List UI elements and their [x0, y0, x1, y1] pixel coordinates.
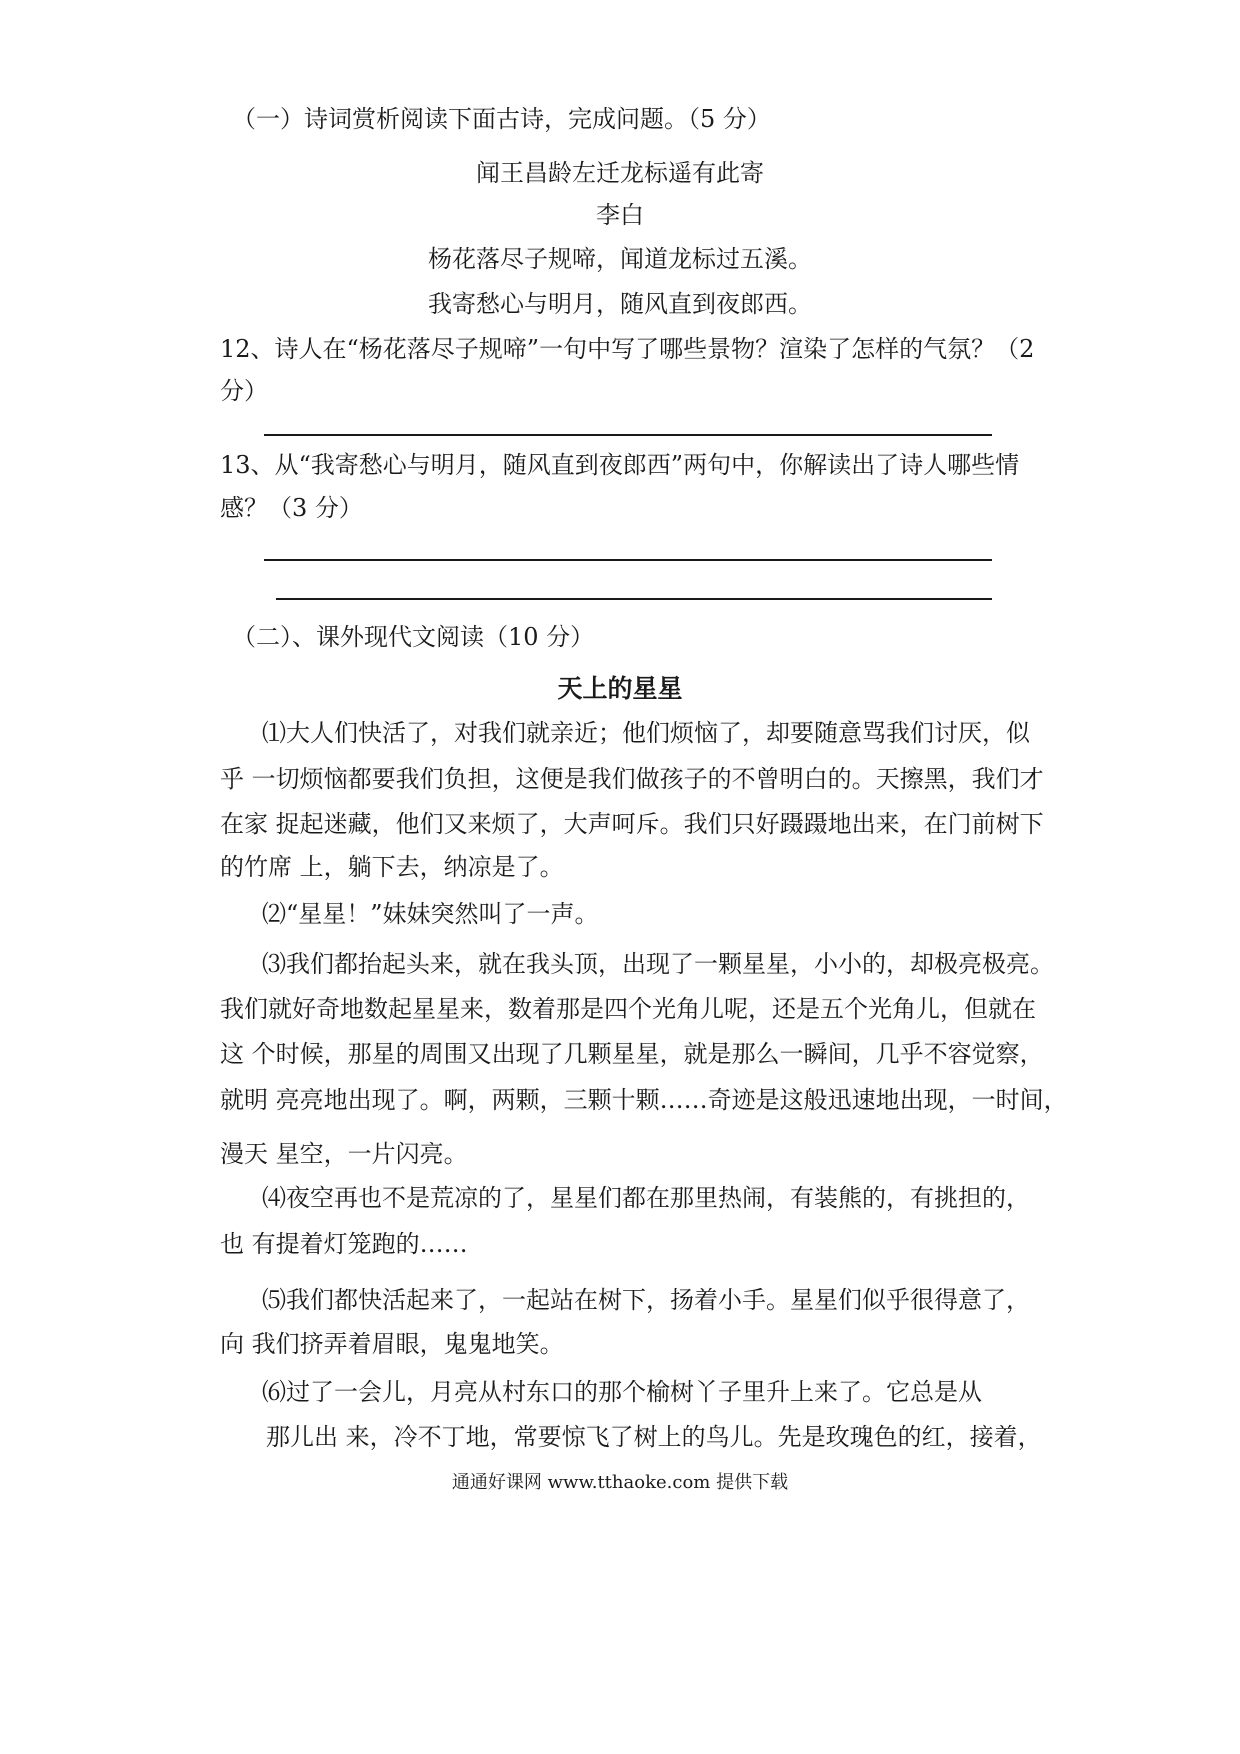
question-13-cont: 感？（3 分）	[220, 494, 363, 522]
section2-heading: （二）、课外现代文阅读（10 分）	[232, 623, 595, 651]
poem-line: 我寄愁心与明月，随风直到夜郎西。	[428, 290, 812, 318]
article-line: 那儿出 来，冷不丁地，常要惊飞了树上的鸟儿。先是玫瑰色的红，接着，	[266, 1423, 1042, 1451]
article-line: ⑶我们都抬起头来，就在我头顶，出现了一颗星星，小小的，却极亮极亮。	[262, 950, 1054, 978]
poem-author: 李白	[596, 201, 644, 229]
question-13: 13、从“我寄愁心与明月，随风直到夜郎西”两句中，你解读出了诗人哪些情	[220, 451, 1020, 479]
article-title: 天上的星星	[557, 674, 683, 703]
question-12: 12、诗人在“杨花落尽子规啼”一句中写了哪些景物？渲染了怎样的气氛？（2	[220, 335, 1035, 363]
answer-line	[264, 559, 992, 561]
article-line: 也 有提着灯笼跑的……	[220, 1230, 468, 1258]
page-footer: 通通好课网 www.tthaoke.com 提供下载	[451, 1472, 789, 1493]
article-line: ⑹过了一会儿，月亮从村东口的那个榆树丫子里升上来了。它总是从	[262, 1378, 982, 1406]
article-line: ⑴大人们快活了，对我们就亲近；他们烦恼了，却要随意骂我们讨厌，似	[262, 719, 1030, 747]
article-line: 乎 一切烦恼都要我们负担，这便是我们做孩子的不曾明白的。天擦黑，我们才	[220, 765, 1044, 793]
article-line: 就明 亮亮地出现了。啊，两颗，三颗十颗……奇迹是这般迅速地出现，一时间，	[220, 1086, 1068, 1114]
answer-line	[264, 434, 992, 436]
question-12-cont: 分）	[220, 377, 268, 405]
article-line: ⑷夜空再也不是荒凉的了，星星们都在那里热闹，有装熊的，有挑担的，	[262, 1184, 1030, 1212]
article-line: ⑸我们都快活起来了，一起站在树下，扬着小手。星星们似乎很得意了，	[262, 1286, 1030, 1314]
poem-line: 杨花落尽子规啼，闻道龙标过五溪。	[428, 245, 812, 273]
article-line: 的竹席 上，躺下去，纳凉是了。	[220, 853, 564, 881]
poem-title: 闻王昌龄左迁龙标遥有此寄	[476, 159, 764, 187]
article-line: 这 个时候，那星的周围又出现了几颗星星，就是那么一瞬间，几乎不容觉察，	[220, 1040, 1044, 1068]
article-line: 向 我们挤弄着眉眼，鬼鬼地笑。	[220, 1330, 564, 1358]
article-line: 我们就好奇地数起星星来，数着那是四个光角儿呢，还是五个光角儿，但就在	[220, 995, 1036, 1023]
section1-heading: （一）诗词赏析阅读下面古诗，完成问题。（5 分）	[232, 105, 771, 133]
article-line: ⑵“星星！”妹妹突然叫了一声。	[262, 900, 599, 928]
article-line: 漫天 星空，一片闪亮。	[220, 1140, 468, 1168]
answer-line	[276, 598, 992, 600]
article-line: 在家 捉起迷藏，他们又来烦了，大声呵斥。我们只好蹑蹑地出来，在门前树下	[220, 810, 1044, 838]
